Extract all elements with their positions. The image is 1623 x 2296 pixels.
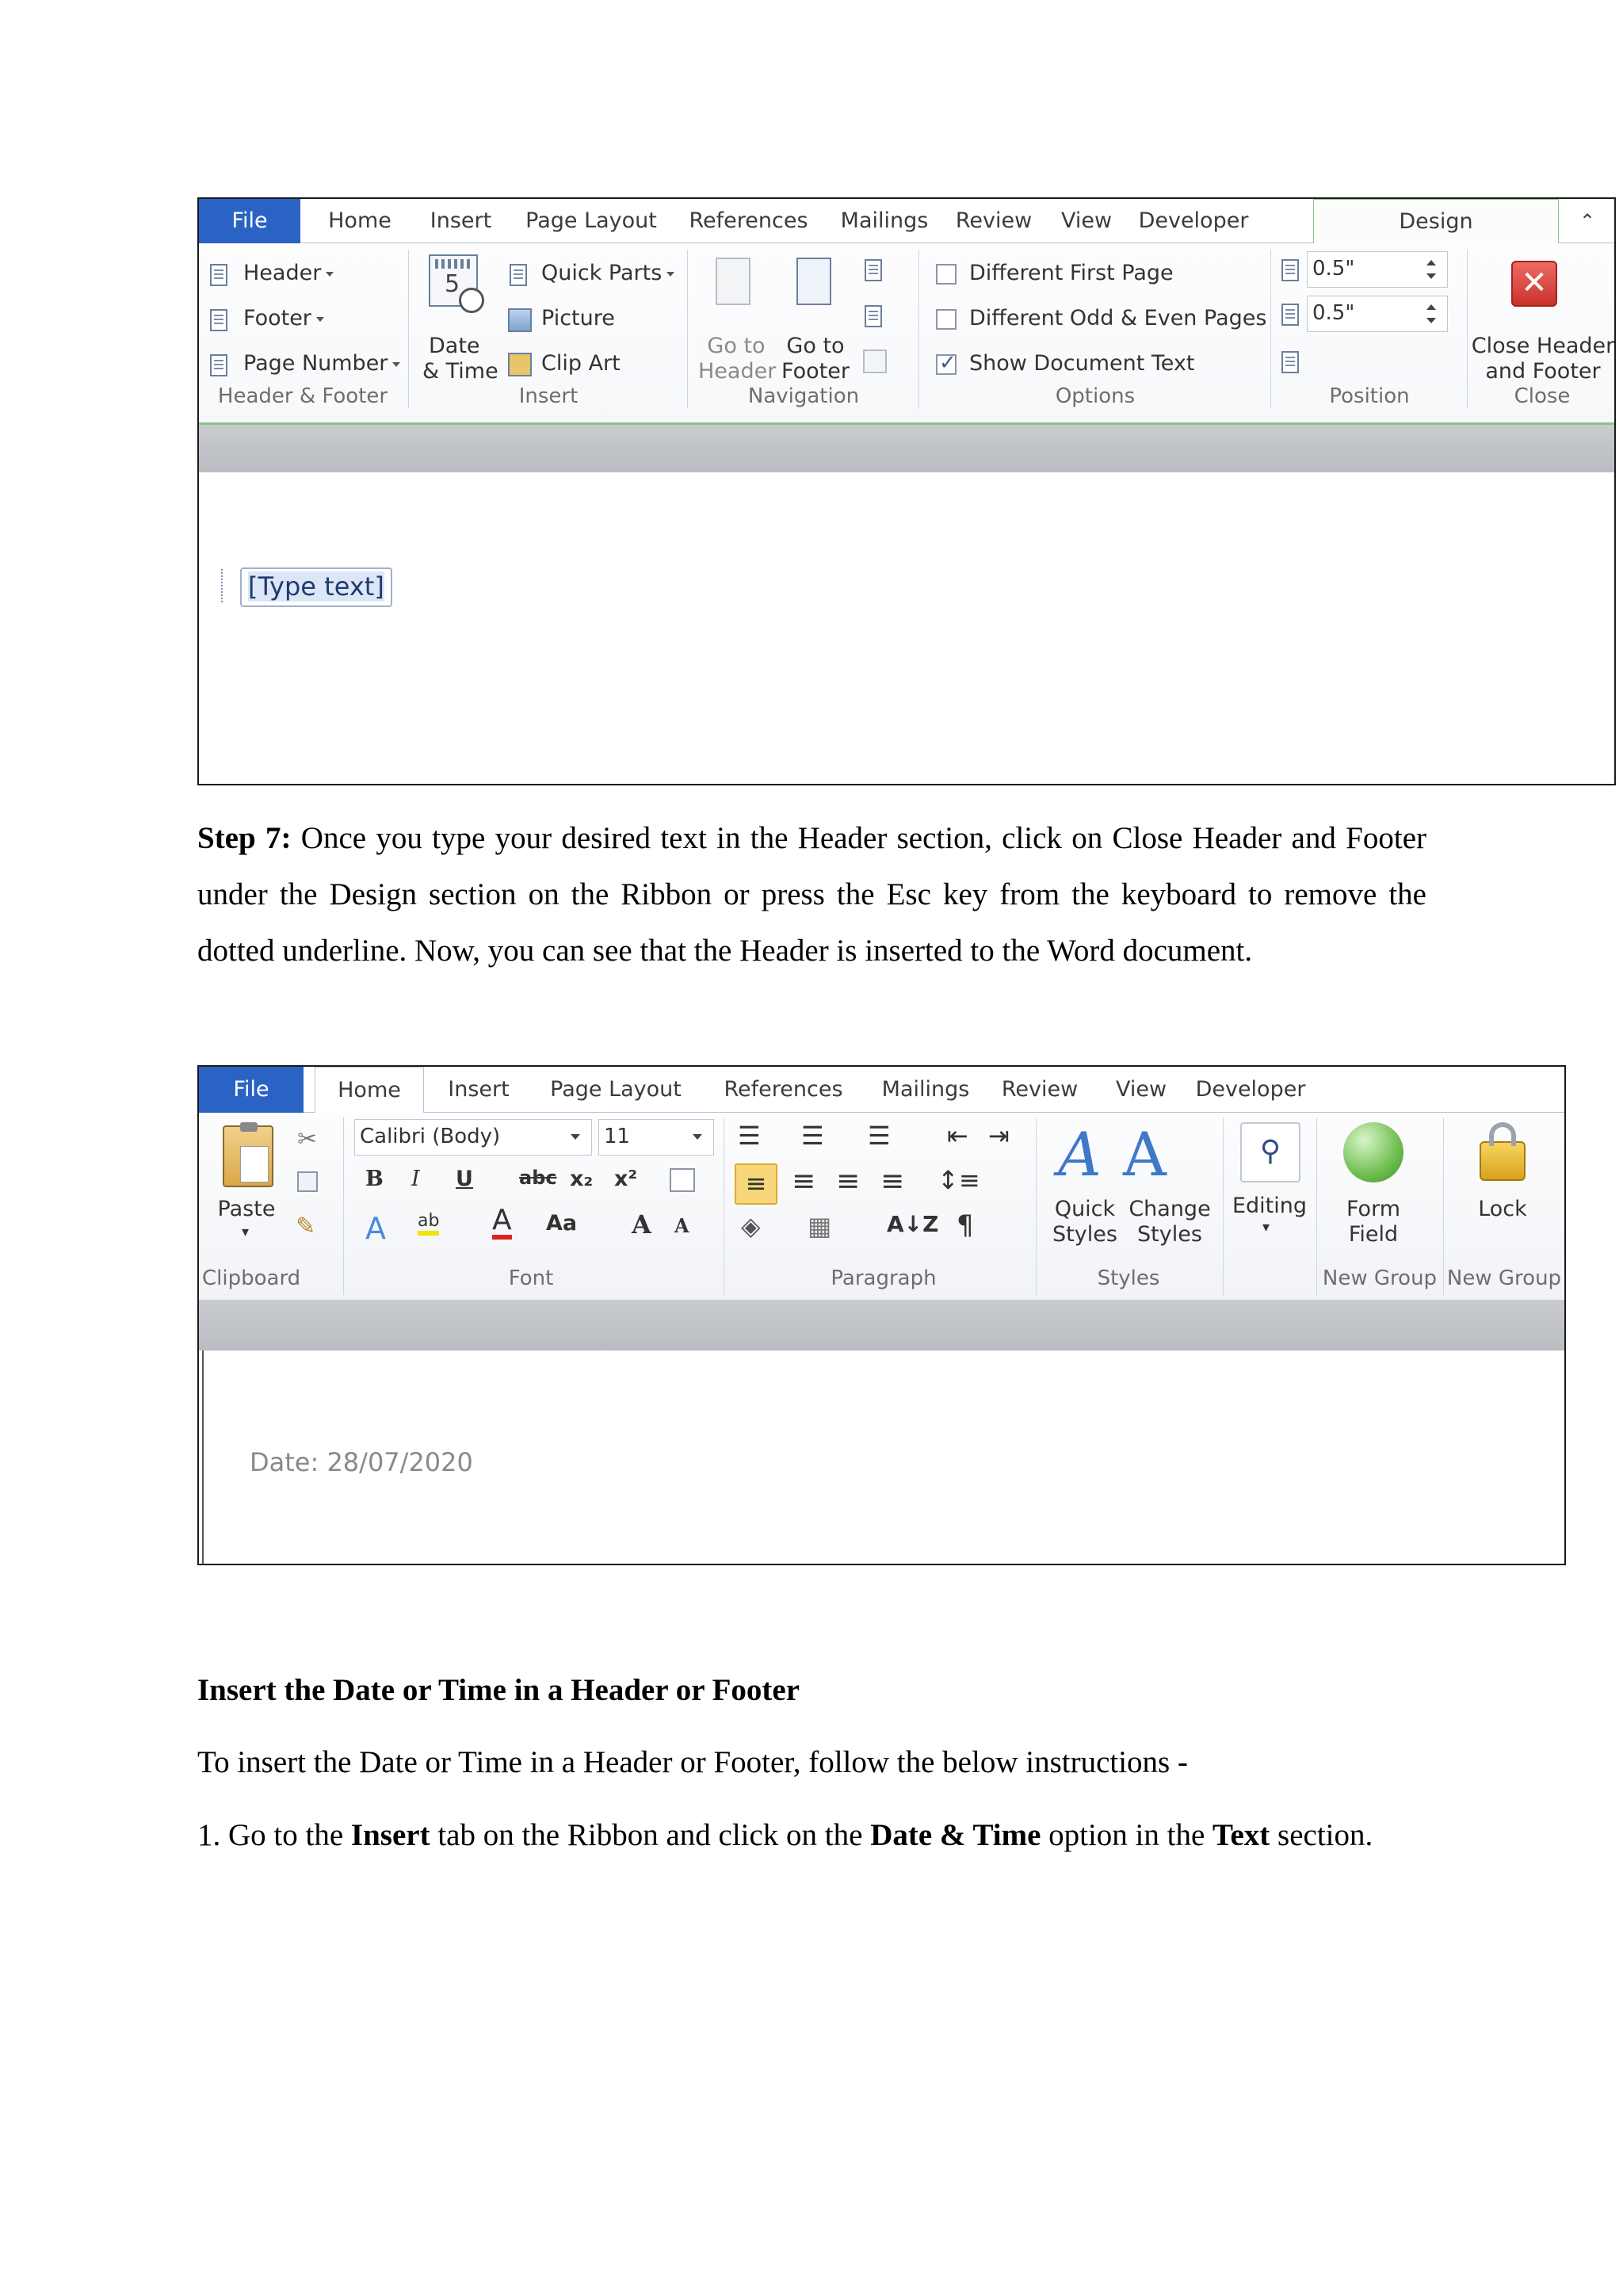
tab-mailings[interactable]: Mailings bbox=[881, 1077, 970, 1102]
lock-button[interactable]: Lock bbox=[1478, 1197, 1527, 1221]
header-icon bbox=[210, 264, 227, 286]
text-handle-icon bbox=[221, 569, 229, 602]
close-header-footer-label-1[interactable]: Close Header bbox=[1471, 334, 1615, 358]
tab-review[interactable]: Review bbox=[1001, 1077, 1079, 1102]
tab-file[interactable]: File bbox=[199, 199, 300, 243]
clip-art-button[interactable]: Clip Art bbox=[541, 351, 621, 376]
tab-insert[interactable]: Insert bbox=[430, 208, 492, 233]
go-to-footer-label-2[interactable]: Footer bbox=[781, 359, 850, 384]
change-styles-label-2[interactable]: Styles bbox=[1137, 1222, 1202, 1247]
paste-dropdown-icon[interactable]: ▾ bbox=[242, 1224, 250, 1240]
show-document-text-label: Show Document Text bbox=[969, 351, 1195, 376]
tab-insert[interactable]: Insert bbox=[448, 1077, 510, 1102]
format-painter-icon[interactable]: ✎ bbox=[296, 1213, 316, 1240]
group-label-options: Options bbox=[1055, 384, 1136, 408]
document-gray-band bbox=[199, 425, 1614, 472]
numbering-icon[interactable]: ☰ bbox=[801, 1121, 824, 1151]
tab-view[interactable]: View bbox=[1115, 1077, 1167, 1102]
header-position-icon bbox=[1281, 259, 1299, 281]
grow-font-button[interactable]: A bbox=[632, 1209, 651, 1240]
align-center-icon[interactable]: ≡ bbox=[792, 1165, 816, 1198]
step7-label: Step 7: bbox=[197, 821, 292, 855]
group-separator bbox=[687, 250, 688, 408]
highlight-color-icon[interactable]: ab bbox=[418, 1211, 439, 1236]
date-time-label-1[interactable]: Date bbox=[429, 334, 480, 358]
picture-button[interactable]: Picture bbox=[541, 306, 615, 330]
copy-icon[interactable] bbox=[297, 1171, 318, 1192]
previous-section-icon[interactable] bbox=[865, 259, 882, 281]
tab-references[interactable]: References bbox=[689, 208, 808, 233]
subscript-button[interactable]: x₂ bbox=[570, 1167, 594, 1191]
tab-page-layout[interactable]: Page Layout bbox=[550, 1077, 682, 1102]
header-area bbox=[202, 1350, 1564, 1564]
go-to-footer-label-1[interactable]: Go to bbox=[786, 334, 845, 358]
header-button[interactable]: Header bbox=[243, 261, 334, 285]
insert-alignment-tab-icon[interactable] bbox=[1281, 351, 1299, 373]
align-left-icon[interactable]: ≡ bbox=[735, 1163, 777, 1205]
date-time-icon: 5 bbox=[429, 254, 478, 307]
step7-paragraph bbox=[197, 810, 1426, 979]
group-label-styles: Styles bbox=[1097, 1266, 1160, 1290]
group-label-header-footer: Header & Footer bbox=[217, 384, 388, 408]
tab-file[interactable]: File bbox=[199, 1067, 304, 1113]
group-label-navigation: Navigation bbox=[747, 384, 860, 408]
sort-icon[interactable]: A↓Z bbox=[887, 1211, 939, 1237]
step7-text: Once you type your desired text in the Header section, click on Close Header and Footer under the Design section on the Ribbon or press the Esc key from the keyboard to remove the dotted underline. Now, you can see that the Header is inserted to the Word document. bbox=[197, 821, 1426, 968]
clip-art-icon bbox=[508, 353, 532, 376]
tab-page-layout[interactable]: Page Layout bbox=[525, 208, 657, 233]
group-label-new-group-1: New Group bbox=[1322, 1266, 1438, 1290]
group-separator bbox=[343, 1117, 344, 1295]
change-styles-icon: A bbox=[1123, 1119, 1167, 1190]
change-styles-label-1[interactable]: Change bbox=[1128, 1197, 1211, 1221]
strikethrough-button[interactable]: abc bbox=[519, 1167, 557, 1189]
link-to-previous-icon[interactable] bbox=[863, 350, 887, 373]
page-number-icon bbox=[210, 354, 227, 376]
group-label-insert: Insert bbox=[518, 384, 579, 408]
tab-references[interactable]: References bbox=[724, 1077, 843, 1102]
group-label-position: Position bbox=[1329, 384, 1410, 408]
font-name-combo[interactable]: Calibri (Body) bbox=[354, 1119, 592, 1156]
step1-line: 1. Go to the Insert tab on the Ribbon and click on the Date & Time option in the Text section. bbox=[197, 1818, 1373, 1852]
line-spacing-icon[interactable]: ↕≡ bbox=[938, 1165, 980, 1195]
picture-icon bbox=[508, 308, 532, 332]
superscript-button[interactable]: x² bbox=[614, 1167, 638, 1191]
ribbon-home bbox=[199, 1113, 1564, 1300]
ribbon-tab-bar bbox=[199, 1067, 1564, 1113]
group-separator bbox=[1270, 250, 1271, 408]
close-header-footer-label-2[interactable]: and Footer bbox=[1485, 359, 1601, 384]
tab-mailings[interactable]: Mailings bbox=[840, 208, 929, 233]
borders-icon[interactable]: ▦ bbox=[808, 1211, 832, 1241]
multilevel-list-icon[interactable]: ☰ bbox=[868, 1121, 891, 1151]
section-heading: Insert the Date or Time in a Header or Footer bbox=[197, 1673, 800, 1707]
ribbon-tab-bar bbox=[199, 199, 1614, 243]
group-label-clipboard: Clipboard bbox=[202, 1266, 301, 1290]
find-binoculars-icon: ⚲ bbox=[1240, 1122, 1300, 1182]
quick-parts-button[interactable]: Quick Parts bbox=[541, 261, 674, 285]
header-position-spinner[interactable]: 0.5" bbox=[1307, 251, 1448, 288]
group-label-new-group-2: New Group bbox=[1446, 1266, 1562, 1290]
tab-design[interactable]: Design bbox=[1313, 199, 1559, 243]
justify-icon[interactable]: ≡ bbox=[880, 1165, 905, 1198]
group-separator bbox=[1036, 1117, 1037, 1295]
quick-parts-icon bbox=[510, 264, 527, 286]
lock-icon bbox=[1480, 1141, 1526, 1181]
shading-icon[interactable]: ◈ bbox=[741, 1211, 761, 1241]
page-number-button[interactable]: Page Number bbox=[243, 351, 400, 376]
paste-button[interactable]: Paste bbox=[217, 1197, 276, 1221]
collapse-ribbon-icon[interactable]: ⌃ bbox=[1579, 210, 1596, 232]
underline-button[interactable]: U bbox=[456, 1167, 473, 1191]
tab-home[interactable]: Home bbox=[315, 1067, 424, 1114]
form-field-label-2[interactable]: Field bbox=[1348, 1222, 1399, 1247]
paste-icon bbox=[223, 1125, 273, 1187]
show-hide-pilcrow-icon[interactable]: ¶ bbox=[957, 1209, 974, 1241]
footer-position-icon bbox=[1281, 304, 1299, 326]
bullets-icon[interactable]: ☰ bbox=[738, 1121, 761, 1151]
text-effects-icon[interactable]: A bbox=[365, 1211, 386, 1246]
group-separator bbox=[1223, 1117, 1224, 1295]
different-first-page-label: Different First Page bbox=[969, 261, 1174, 285]
footer-position-spinner[interactable]: 0.5" bbox=[1307, 296, 1448, 332]
section-intro: To insert the Date or Time in a Header or Footer, follow the below instructions - bbox=[197, 1745, 1188, 1779]
decrease-indent-icon[interactable]: ⇤ bbox=[947, 1121, 968, 1151]
footer-icon bbox=[210, 309, 227, 331]
form-field-label-1[interactable]: Form bbox=[1346, 1197, 1400, 1221]
next-section-icon[interactable] bbox=[865, 305, 882, 327]
header-date-text: Date: 28/07/2020 bbox=[250, 1447, 473, 1477]
font-color-icon[interactable]: A bbox=[492, 1206, 512, 1240]
tab-developer[interactable]: Developer bbox=[1138, 208, 1249, 233]
align-right-icon[interactable]: ≡ bbox=[836, 1165, 861, 1198]
form-field-icon bbox=[1343, 1122, 1403, 1182]
different-odd-even-checkbox[interactable] bbox=[936, 309, 957, 330]
tab-view[interactable]: View bbox=[1060, 208, 1113, 233]
group-label-close: Close bbox=[1514, 384, 1571, 408]
group-separator bbox=[1443, 1117, 1444, 1295]
quick-styles-icon: A bbox=[1058, 1119, 1102, 1190]
cut-icon[interactable]: ✂ bbox=[297, 1125, 318, 1153]
shrink-font-button[interactable]: A bbox=[674, 1214, 689, 1237]
group-label-paragraph: Paragraph bbox=[831, 1266, 937, 1290]
footer-button[interactable]: Footer bbox=[243, 306, 324, 330]
increase-indent-icon[interactable]: ⇥ bbox=[988, 1121, 1010, 1151]
header-area bbox=[199, 472, 1614, 784]
group-separator bbox=[918, 250, 919, 408]
group-separator bbox=[1467, 250, 1468, 408]
date-time-label-2[interactable]: & Time bbox=[422, 359, 498, 384]
quick-styles-label-1[interactable]: Quick bbox=[1054, 1197, 1116, 1221]
header-design-screenshot bbox=[197, 197, 1616, 785]
show-document-text-checkbox[interactable] bbox=[936, 354, 957, 375]
home-ribbon-screenshot bbox=[197, 1065, 1566, 1565]
editing-button[interactable]: Editing bbox=[1232, 1194, 1308, 1218]
tab-home[interactable]: Home bbox=[328, 208, 391, 233]
go-to-footer-icon bbox=[796, 258, 831, 305]
change-case-button[interactable]: Aa bbox=[546, 1211, 578, 1236]
tab-review[interactable]: Review bbox=[955, 208, 1033, 233]
tab-developer[interactable]: Developer bbox=[1195, 1077, 1306, 1102]
go-to-header-icon bbox=[716, 258, 750, 305]
clear-formatting-icon[interactable] bbox=[670, 1168, 695, 1192]
editing-dropdown-icon[interactable]: ▾ bbox=[1262, 1219, 1270, 1236]
different-first-page-checkbox[interactable] bbox=[936, 264, 957, 285]
close-icon[interactable]: ✕ bbox=[1511, 261, 1557, 307]
go-to-header-label-1[interactable]: Go to bbox=[707, 334, 766, 358]
type-text-placeholder[interactable]: [Type text] bbox=[240, 567, 392, 607]
document-gray-band bbox=[199, 1300, 1564, 1350]
group-label-font: Font bbox=[508, 1266, 554, 1290]
different-odd-even-label: Different Odd & Even Pages bbox=[969, 306, 1267, 330]
go-to-header-label-2[interactable]: Header bbox=[698, 359, 777, 384]
group-separator bbox=[408, 250, 409, 408]
bold-button[interactable]: B bbox=[365, 1167, 384, 1191]
font-size-combo[interactable]: 11 bbox=[598, 1119, 714, 1156]
quick-styles-label-2[interactable]: Styles bbox=[1052, 1222, 1117, 1247]
italic-button[interactable]: I bbox=[411, 1167, 420, 1191]
